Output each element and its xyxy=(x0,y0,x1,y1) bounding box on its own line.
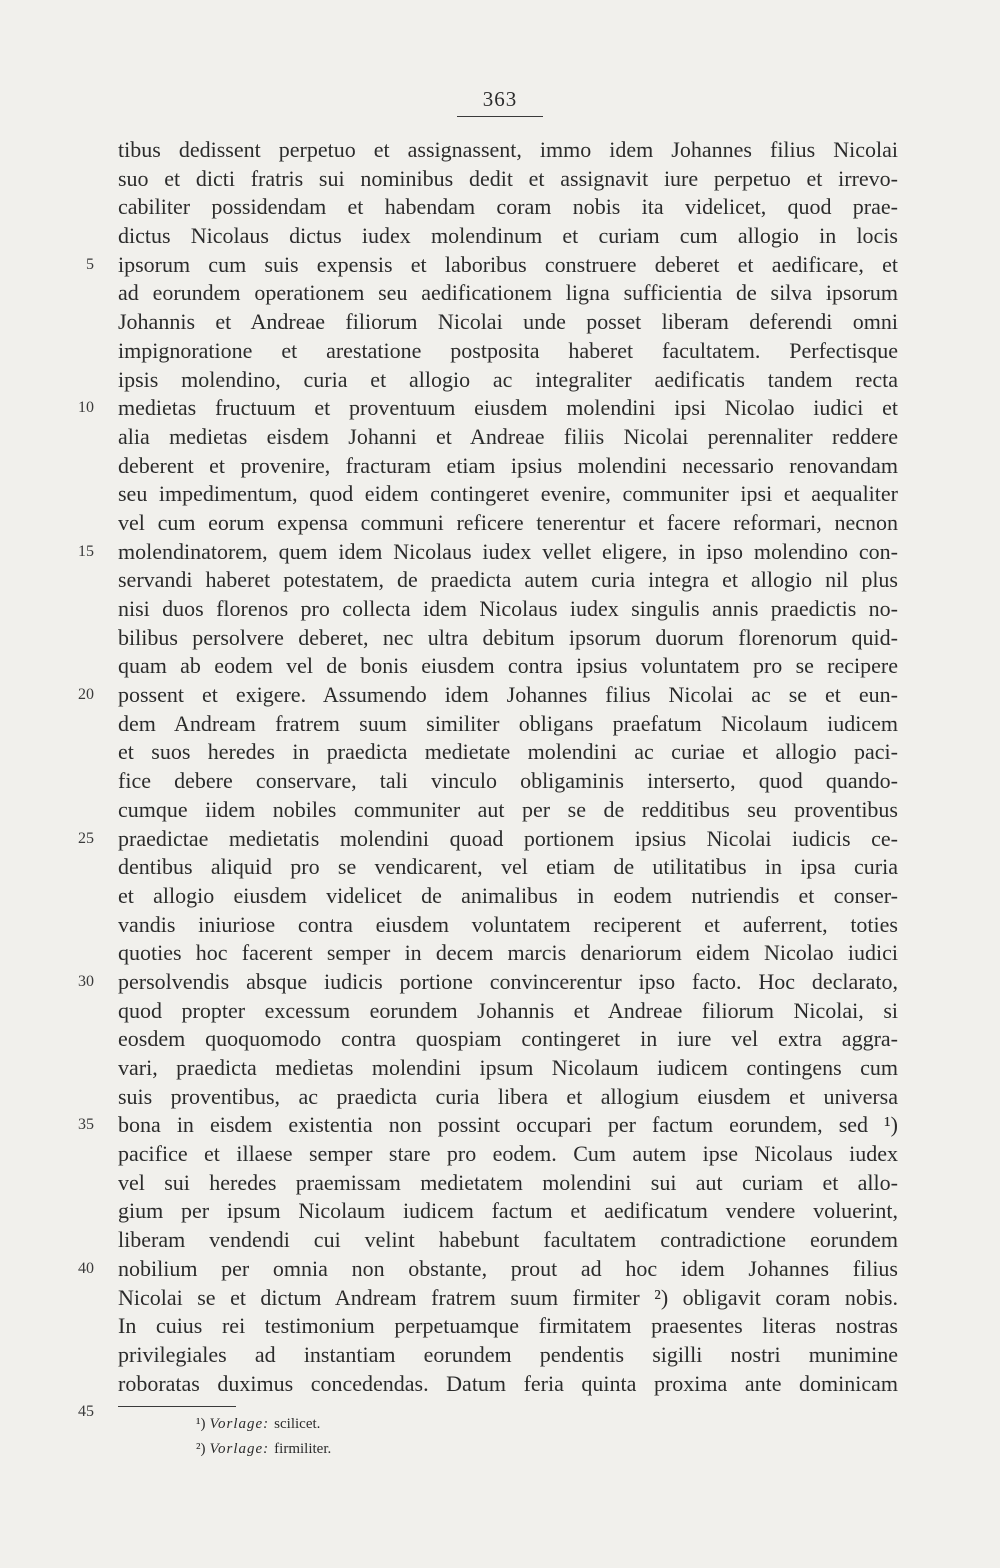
text-line xyxy=(118,423,898,452)
text-line xyxy=(118,1226,898,1255)
text-line-content: dictus Nicolaus dictus iudex molendinum et curiam cum allogio in locis xyxy=(118,223,898,249)
text-line-content: liberam vendendi cui velint habebunt facultatem contradictione eorundem xyxy=(118,1227,898,1253)
text-line-content: Nicolai se et dictum Andream fratrem suum firmiter ²) obligavit coram nobis. xyxy=(118,1284,898,1310)
line-number: 40 xyxy=(78,1259,94,1277)
text-line xyxy=(118,1140,898,1169)
text-line-content: persolvendis absque iudicis portione convincerentur ipso facto. Hoc declarato, xyxy=(118,968,898,994)
text-line-content: vandis iniuriose contra eiusdem voluntatem reciperent et auferrent, toties xyxy=(118,911,898,937)
line-number: 35 xyxy=(78,1116,94,1134)
line-number: 30 xyxy=(78,972,94,990)
footnote-label: Vorlage: xyxy=(209,1416,270,1432)
text-line-content: praedictae medietatis molendini quoad portionem ipsius Nicolai iudicis ce- xyxy=(118,825,898,851)
text-line-content: seu impedimentum, quod eidem contingeret evenire, communiter ipsi et aequaliter xyxy=(118,481,898,507)
footnote xyxy=(196,1412,331,1437)
footnote-text: firmiliter. xyxy=(274,1441,332,1457)
text-line-content: dentibus aliquid pro se vendicarent, vel etiam de utilitatibus in ipsa curia xyxy=(118,854,898,880)
footnote-marker: ¹) xyxy=(196,1416,206,1432)
text-line xyxy=(118,136,898,165)
line-number: 5 xyxy=(86,255,94,273)
text-line xyxy=(118,767,898,796)
text-line-content: dem Andream fratrem suum similiter obligans praefatum Nicolaum iudicem xyxy=(118,710,898,736)
text-line-content: tibus dedissent perpetuo et assignassent, immo idem Johannes filius Nicolai xyxy=(118,137,898,162)
text-line-content: et suos heredes in praedicta medietate molendini ac curiae et allogio paci- xyxy=(118,739,898,765)
text-line-content: alia medietas eisdem Johanni et Andreae filiis Nicolai perennaliter reddere xyxy=(118,423,898,449)
text-line xyxy=(78,538,898,567)
text-line xyxy=(78,825,898,854)
text-line-content: quoties hoc facerent semper in decem marcis denariorum eidem Nicolao iudici xyxy=(118,940,898,966)
footnote-text: scilicet. xyxy=(274,1416,321,1432)
text-line-content: servandi haberet potestatem, de praedicta autem curia integra et allogio nil plus xyxy=(118,567,898,593)
text-line-content: nisi duos florenos pro collecta idem Nicolaus iudex singulis annis praedictis no- xyxy=(118,596,898,621)
text-line-content: quam ab eodem vel de bonis eiusdem contra ipsius voluntatem pro se recipere xyxy=(118,653,898,679)
text-line-content: gium per ipsum Nicolaum iudicem factum et aedificatum vendere voluerint, xyxy=(118,1198,898,1224)
text-line xyxy=(118,1341,898,1370)
footnote-label: Vorlage: xyxy=(209,1441,270,1457)
text-line-content: bona in eisdem existentia non possint occupari per factum eorundem, sed ¹) xyxy=(118,1112,898,1138)
line-number: 45 xyxy=(78,1403,94,1421)
text-line-content: pacifice et illaese semper stare pro eodem. Cum autem ipse Nicolaus iudex xyxy=(118,1141,898,1167)
text-line xyxy=(78,968,898,997)
text-line-content: ad eorundem operationem seu aedificationem ligna sufficientia de silva ipsorum xyxy=(118,280,898,306)
text-line xyxy=(118,1312,898,1341)
text-line-content: bilibus persolvere deberet, nec ultra debitum ipsorum duorum florenorum quid- xyxy=(118,624,898,650)
text-line xyxy=(118,796,898,825)
text-line-content: roboratas duximus concedendas. Datum feria quinta proxima ante dominicam xyxy=(118,1370,898,1396)
text-line-content: eosdem quoquomodo contra quospiam contingeret in iure vel extra aggra- xyxy=(118,1026,898,1052)
text-line-content: deberent et provenire, fracturam etiam ipsius molendini necessario renovandam xyxy=(118,452,898,478)
text-line xyxy=(118,939,898,968)
text-line-content: molendinatorem, quem idem Nicolaus iudex vellet eligere, in ipso molendino con- xyxy=(118,538,898,564)
text-line xyxy=(118,1370,898,1399)
text-line xyxy=(118,738,898,767)
text-line xyxy=(118,1169,898,1198)
text-line-content: vari, praedicta medietas molendini ipsum Nicolaum iudicem contingens cum xyxy=(118,1055,898,1080)
text-line-content: fice debere conservare, tali vinculo obligaminis interserto, quod quando- xyxy=(118,768,898,794)
line-number: 20 xyxy=(78,686,94,704)
text-line xyxy=(118,193,898,222)
footnote xyxy=(196,1437,331,1462)
text-line xyxy=(118,1197,898,1226)
text-line-content: vel sui heredes praemissam medietatem molendini sui aut curiam et allo- xyxy=(118,1169,898,1195)
line-number: 25 xyxy=(78,829,94,847)
text-line xyxy=(78,681,898,710)
text-line-content: suo et dicti fratris sui nominibus dedit et assignavit iure perpetuo et irrevo- xyxy=(118,165,898,191)
text-line-content: cabiliter possidendam et habendam coram nobis ita videlicet, quod prae- xyxy=(118,194,898,220)
text-line-content: quod propter excessum eorundem Johannis et Andreae filiorum Nicolai, si xyxy=(118,997,898,1023)
text-line-content: privilegiales ad instantiam eorundem pendentis sigilli nostri munimine xyxy=(118,1341,898,1367)
text-line xyxy=(118,652,898,681)
text-line xyxy=(118,853,898,882)
text-line-content: Johannis et Andreae filiorum Nicolai unde posset liberam deferendi omni xyxy=(118,309,898,335)
text-line xyxy=(78,1111,898,1140)
text-line xyxy=(118,624,898,653)
footnotes xyxy=(196,1412,331,1462)
footnote-rule xyxy=(118,1406,236,1407)
text-line-content: medietas fructuum et proventuum eiusdem molendini ipsi Nicolao iudici et xyxy=(118,395,898,421)
line-number: 10 xyxy=(78,399,94,417)
text-line-content: vel cum eorum expensa communi reficere tenerentur et facere reformari, necnon xyxy=(118,509,898,535)
text-line-content: suis proventibus, ac praedicta curia libera et allogium eiusdem et universa xyxy=(118,1083,898,1109)
body-text xyxy=(78,136,898,1427)
text-line xyxy=(78,394,898,423)
text-line-content: ipsis molendino, curia et allogio ac integraliter aedificatis tandem recta xyxy=(118,366,898,392)
text-line-content: possent et exigere. Assumendo idem Johannes filius Nicolai ac se et eun- xyxy=(118,682,898,708)
text-line xyxy=(118,279,898,308)
text-line xyxy=(118,1025,898,1054)
text-line xyxy=(118,366,898,395)
text-line xyxy=(118,1054,898,1083)
text-line xyxy=(118,222,898,251)
text-line xyxy=(118,997,898,1026)
text-line xyxy=(118,595,898,624)
text-line-content: et allogio eiusdem videlicet de animalibus in eodem nutriendis et conser- xyxy=(118,882,898,908)
text-line-content: impignoratione et arestatione postposita haberet facultatem. Perfectisque xyxy=(118,337,898,363)
text-line xyxy=(118,308,898,337)
line-number: 15 xyxy=(78,542,94,560)
text-line xyxy=(118,1083,898,1112)
text-line xyxy=(118,1284,898,1313)
text-line xyxy=(118,480,898,509)
text-line xyxy=(118,337,898,366)
text-line-content: nobilium per omnia non obstante, prout ad hoc idem Johannes filius xyxy=(118,1255,898,1281)
text-line xyxy=(118,165,898,194)
text-line-content: In cuius rei testimonium perpetuamque firmitatem praesentes literas nostras xyxy=(118,1313,898,1339)
text-line xyxy=(118,911,898,940)
page-number: 363 xyxy=(482,87,518,111)
text-line xyxy=(118,882,898,911)
page-number-rule xyxy=(457,116,543,117)
text-line xyxy=(118,509,898,538)
text-line xyxy=(78,1255,898,1284)
text-line xyxy=(118,452,898,481)
text-line-content: ipsorum cum suis expensis et laboribus construere deberet et aedificare, et xyxy=(118,251,898,277)
text-line xyxy=(118,710,898,739)
footnote-marker: ²) xyxy=(196,1441,206,1457)
text-line-content: cumque iidem nobiles communiter aut per se de redditibus seu proventibus xyxy=(118,796,898,822)
text-line xyxy=(86,251,898,280)
text-line xyxy=(118,566,898,595)
